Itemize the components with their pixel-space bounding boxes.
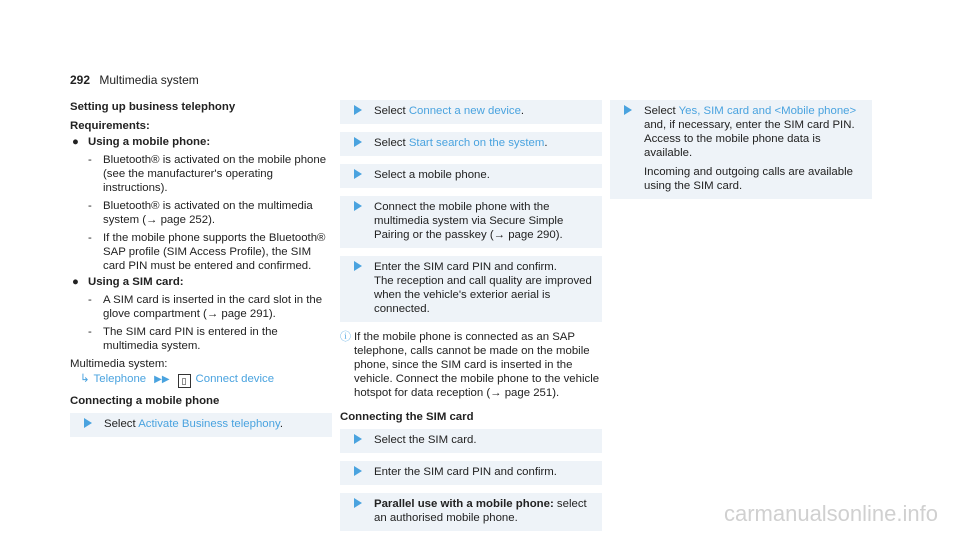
step-arrow-icon [354,466,362,476]
list-item-text: The SIM card PIN is entered in the multimedia system. [103,326,278,352]
bullet-icon: ● [72,276,79,288]
step-text: Select [644,105,679,117]
step-text: Enter the SIM card PIN and confirm. [374,261,557,273]
step-text: . [520,105,525,117]
step [70,413,332,437]
activate-business-telephony-link[interactable]: Activate Business telephony [138,418,280,430]
path-telephone[interactable]: Telephone [93,373,147,385]
dash-icon: - [88,232,92,244]
watermark: carmanualsonline.info [723,501,938,526]
info-icon: ⓘ [340,331,351,343]
list-item [70,293,332,321]
step-text: Connect the mobile phone with the multimedia system via Secure Simple Pairing or the passkey (→ page 290). [374,201,564,241]
section-title: Multimedia system [99,73,199,87]
step-text: Select [374,137,409,149]
bullet-sim-card [70,275,332,289]
menu-path-label: Multimedia system: [70,358,168,370]
double-chevron-icon: ▶▶ [154,374,170,385]
requirements-heading: Requirements: [70,120,150,132]
step-arrow-icon [354,498,362,508]
step-bold-text: Parallel use with a mobile phone: [374,498,554,510]
connecting-sim-heading: Connecting the SIM card [340,411,474,423]
step-arrow-icon [354,137,362,147]
dash-icon: - [88,326,92,338]
step-text: Select a mobile phone. [374,169,490,181]
step-text: Incoming and outgoing calls are available using the SIM card. [644,166,853,192]
list-item-text: Bluetooth® is activated on the mobile phone (see the manufacturer's operating instructions). [103,154,327,194]
step [340,493,602,531]
step-text: Select the SIM card. [374,434,477,446]
list-item [70,153,332,195]
step-text: Select [374,105,409,117]
step-arrow-icon [624,105,632,115]
list-item [70,325,332,353]
step-text: The reception and call quality are improved when the vehicle's exterior aerial is connected. [374,275,592,315]
step [340,196,602,248]
step-arrow-icon [354,201,362,211]
step-arrow-icon [84,418,92,428]
step-arrow-icon [354,105,362,115]
step-text: select an authorised mobile phone. [374,498,587,524]
column-1 [70,100,332,445]
list-item [70,231,332,273]
info-note [340,330,602,400]
page-header [70,73,199,87]
yes-sim-card-link[interactable]: Yes, SIM card and <Mobile phone> [678,105,857,117]
step-text: Select [104,418,139,430]
step-arrow-icon [354,169,362,179]
list-item-text: Bluetooth® is activated on the multimedia system (→ page 252). [103,200,313,226]
step-arrow-icon [354,434,362,444]
dash-icon: - [88,294,92,306]
return-arrow-icon: ↳ [80,373,90,385]
dash-icon: - [88,200,92,212]
step-text: and, if necessary, enter the SIM card PIN. Access to the mobile phone data is available. [644,119,855,159]
note-text: If the mobile phone is connected as an SAP telephone, calls cannot be made on the mobile phone, since the SIM card is inserted in the vehicle. Connect the mobile phone to the vehicle hotspot for data reception (→ page 251). [354,331,600,399]
section-heading: Setting up business telephony [70,101,236,113]
list-item-text: A SIM card is inserted in the card slot in the glove compartment (→ page 291). [103,294,323,320]
step-text: . [279,418,283,430]
bullet-label: Using a mobile phone: [88,136,211,148]
step [610,100,872,199]
step-text: . [544,137,548,149]
connect-new-device-link[interactable]: Connect a new device [408,105,521,117]
column-3 [610,100,872,207]
step-text: Enter the SIM card PIN and confirm. [374,466,557,478]
column-2 [340,100,602,539]
phone-icon: ▯ [178,374,191,388]
step [340,164,602,188]
list-item-text: If the mobile phone supports the Bluetooth® SAP profile (SIM Access Profile), the SIM card PIN must be entered and confirmed. [103,232,326,272]
list-item [70,199,332,227]
start-search-link[interactable]: Start search on the system [408,137,545,149]
step [340,429,602,453]
step [340,461,602,485]
bullet-icon: ● [72,136,79,148]
bullet-mobile-phone [70,135,332,149]
page-number: 292 [70,73,91,87]
dash-icon: - [88,154,92,166]
menu-path [70,372,332,388]
step [340,100,602,124]
path-connect-device[interactable]: Connect device [195,373,275,385]
step-arrow-icon [354,261,362,271]
bullet-label: Using a SIM card: [88,276,184,288]
step [340,132,602,156]
step [340,256,602,322]
connecting-heading: Connecting a mobile phone [70,395,220,407]
